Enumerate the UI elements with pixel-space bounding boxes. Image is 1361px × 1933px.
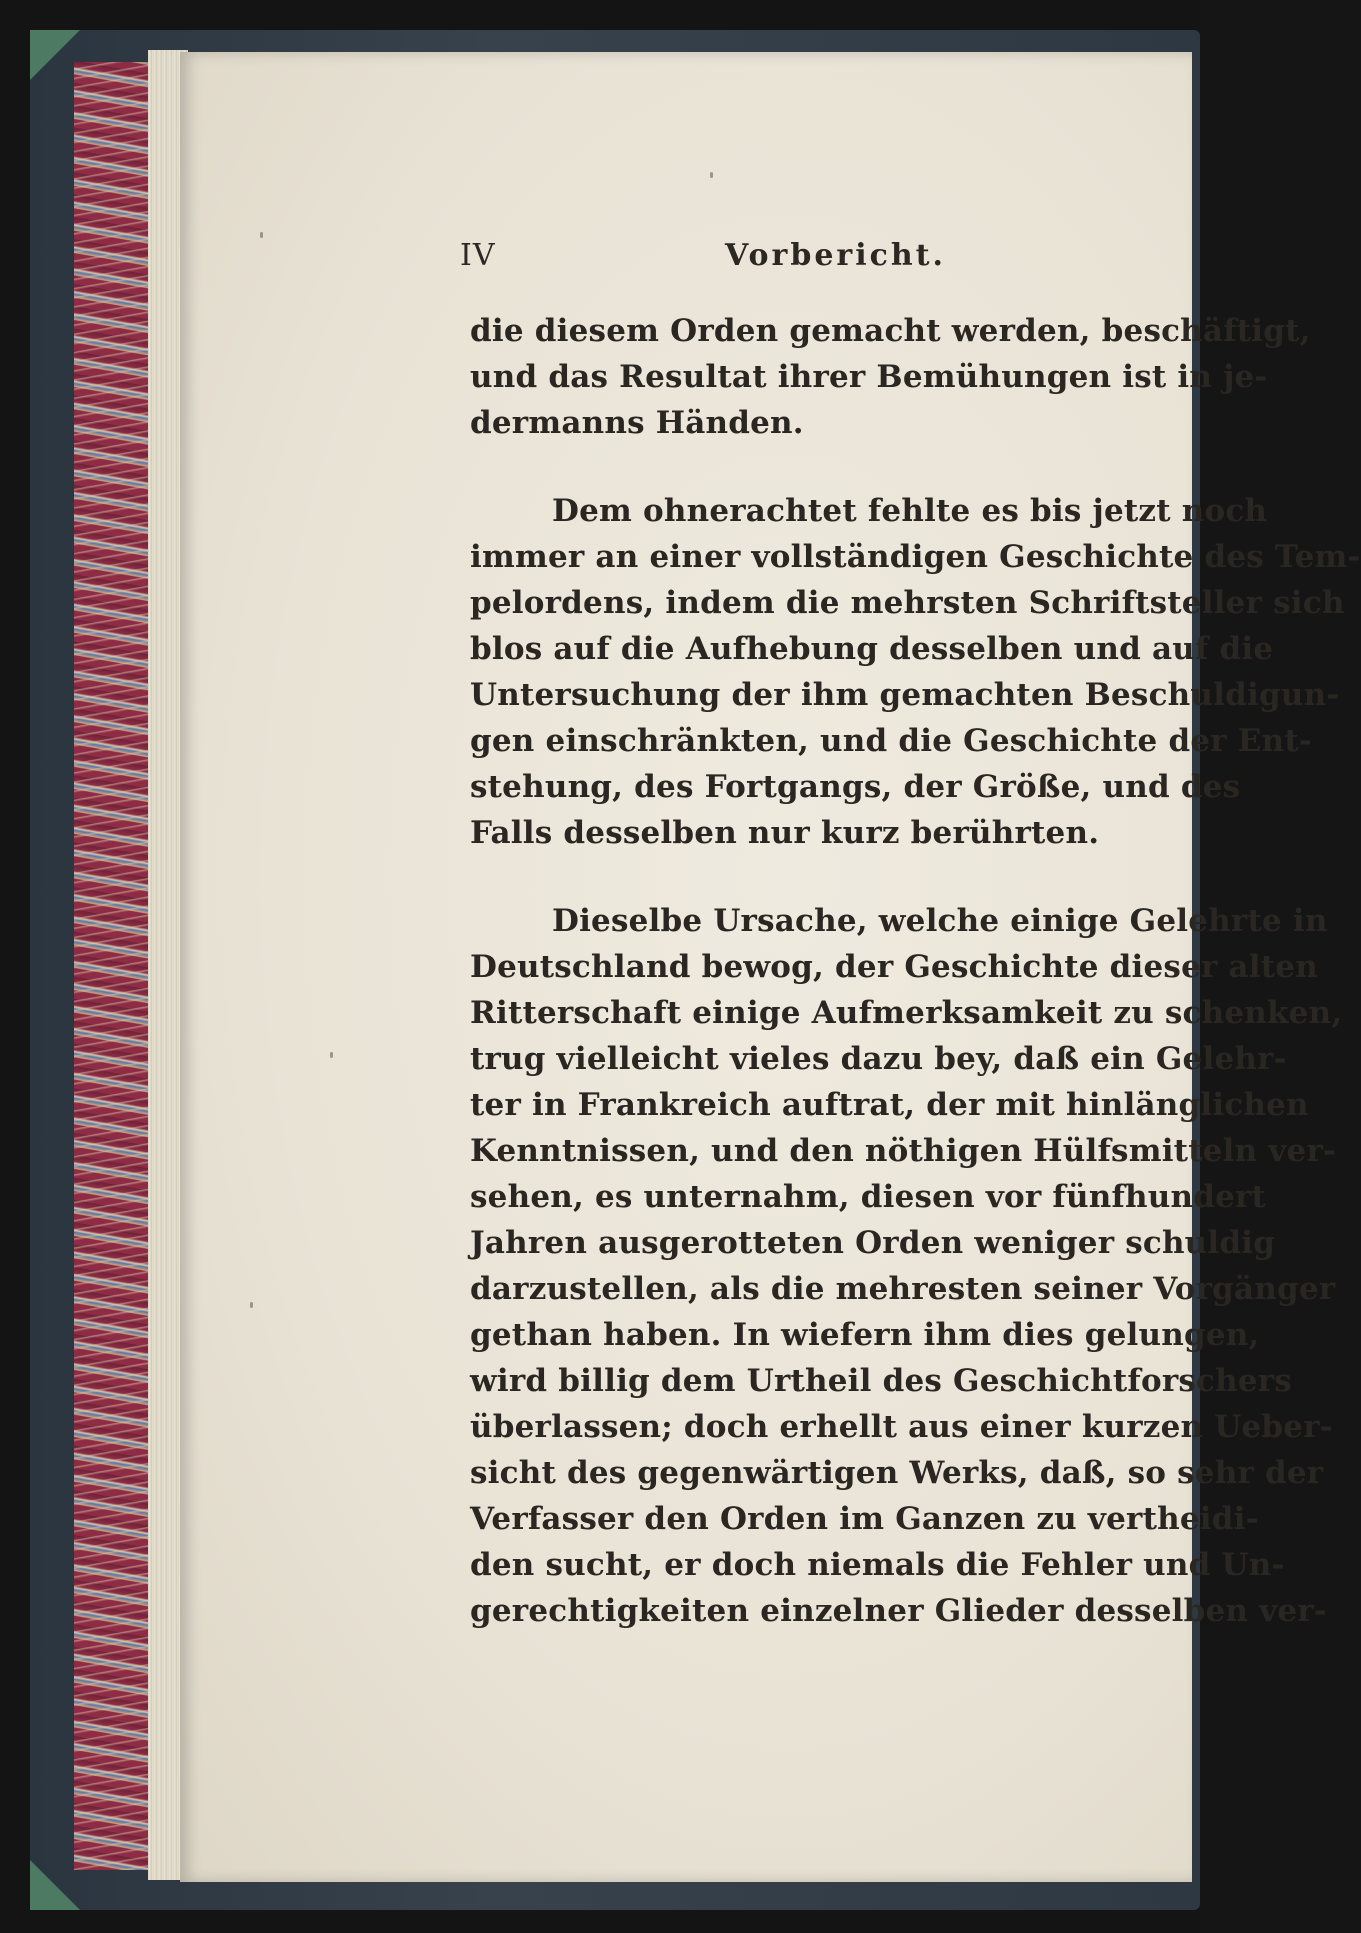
paragraph-2 [470, 488, 1361, 856]
text-line: blos auf die Aufhebung desselben und auf die [470, 631, 1274, 667]
body-text [470, 308, 1361, 1634]
text-line: gerechtigkeiten einzelner Glieder desselben ver- [470, 1593, 1327, 1629]
paragraph-gap [470, 856, 1175, 898]
text-line: gen einschränkten, und die Geschichte der Ent- [470, 723, 1312, 759]
text-line: die diesem Orden gemacht werden, beschäftigt, [470, 313, 1311, 349]
text-line: und das Resultat ihrer Bemühungen ist in je- [470, 359, 1268, 395]
text-line: Falls desselben nur kurz berührten. [470, 815, 1100, 851]
text-line: Verfasser den Orden im Ganzen zu vertheidi- [470, 1501, 1259, 1537]
text-line: pelordens, indem die mehrsten Schriftsteller sich [470, 585, 1345, 621]
text-line: Ritterschaft einige Aufmerksamkeit zu schenken, [470, 995, 1343, 1031]
paper-speck [260, 232, 263, 238]
text-line: Jahren ausgerotteten Orden weniger schuldig [470, 1225, 1276, 1261]
text-line: gethan haben. In wiefern ihm dies gelungen, [470, 1317, 1260, 1353]
paragraph-1 [470, 308, 1311, 446]
paragraph-3 [470, 898, 1343, 1634]
page-number: IV [460, 238, 496, 273]
text-line: stehung, des Fortgangs, der Größe, und des [470, 769, 1241, 805]
running-title: Vorbericht. [725, 238, 946, 273]
text-line: wird billig dem Urtheil des Geschichtforschers [470, 1363, 1292, 1399]
text-line: Dem ohnerachtet fehlte es bis jetzt noch [552, 493, 1268, 529]
text-line: immer an einer vollständigen Geschichte des Tem- [470, 539, 1361, 575]
text-line: darzustellen, als die mehresten seiner Vorgänger [470, 1271, 1336, 1307]
paper-speck [250, 1302, 253, 1308]
text-line: Kenntnissen, und den nöthigen Hülfsmitteln ver- [470, 1133, 1337, 1169]
text-line: sicht des gegenwärtigen Werks, daß, so sehr der [470, 1455, 1324, 1491]
paragraph-gap [470, 446, 1175, 488]
text-line: Untersuchung der ihm gemachten Beschuldigun- [470, 677, 1340, 713]
running-head [460, 238, 1180, 278]
text-line: ter in Frankreich auftrat, der mit hinlänglichen [470, 1087, 1309, 1123]
text-line: sehen, es unternahm, diesen vor fünfhundert [470, 1179, 1267, 1215]
paper-speck [710, 172, 713, 178]
text-line: Deutschland bewog, der Geschichte dieser alten [470, 949, 1318, 985]
text-line: dermanns Händen. [470, 405, 804, 441]
text-line: überlassen; doch erhellt aus einer kurzen Ueber- [470, 1409, 1333, 1445]
text-line: trug vielleicht vieles dazu bey, daß ein Gelehr- [470, 1041, 1287, 1077]
text-line: Dieselbe Ursache, welche einige Gelehrte in [552, 903, 1328, 939]
paper-speck [330, 1052, 333, 1058]
marbled-endpaper [74, 62, 154, 1870]
text-line: den sucht, er doch niemals die Fehler und Un- [470, 1547, 1285, 1583]
